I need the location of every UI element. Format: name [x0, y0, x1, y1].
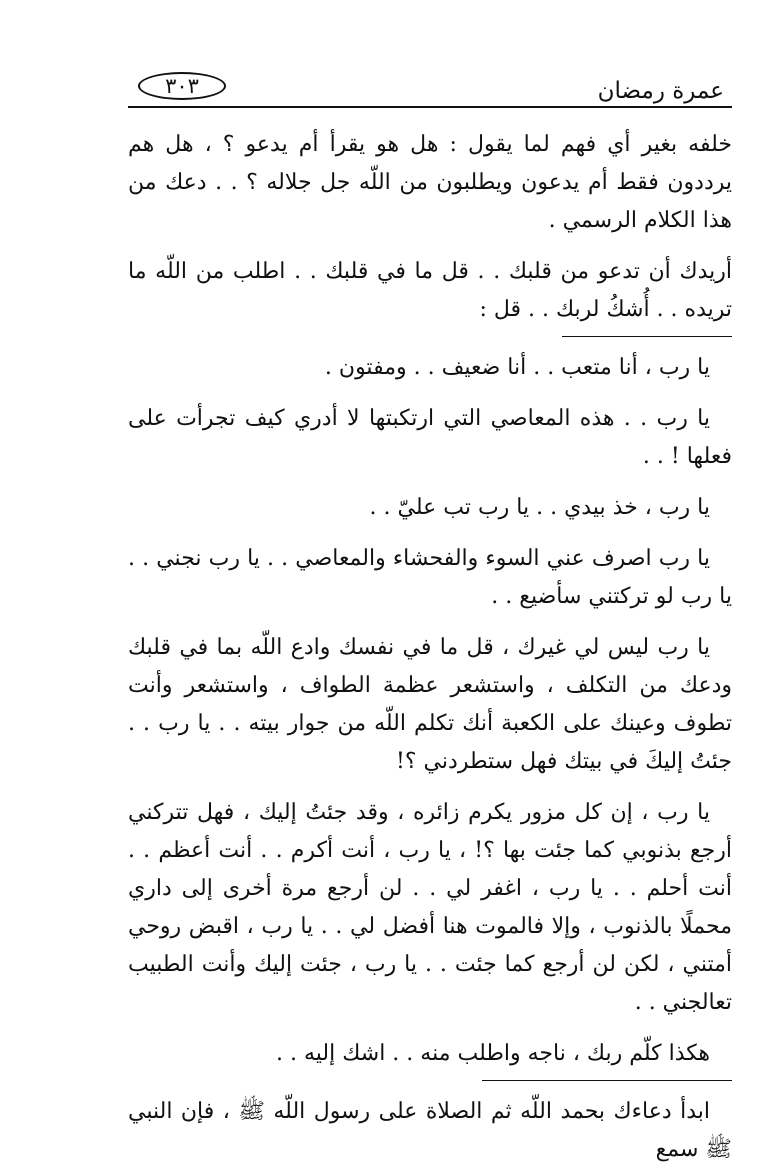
paragraph-9: هكذا كلّم ربك ، ناجه واطلب منه . . اشك إليه . . — [276, 1041, 710, 1066]
page-number: ٣٠٣ — [138, 72, 226, 100]
paragraph-3: يا رب ، أنا متعب . . أنا ضعيف . . ومفتون . — [324, 355, 710, 380]
underline-rule-2 — [482, 1080, 732, 1081]
running-head-title: عمرة رمضان — [597, 78, 724, 104]
paragraph-4: يا رب . . هذه المعاصي التي ارتكبتها لا أدري كيف تجرأت على فعلها ! . . — [128, 406, 732, 469]
paragraph-1: خلفه بغير أي فهم لما يقول : هل هو يقرأ أم يدعو ؟ ، هل هم يرددون فقط أم يدعون ويطلبون من اللّه جل جلاله ؟ . . دعك من هذا الكلام الرسمي . — [128, 132, 732, 233]
page-header — [128, 62, 732, 108]
page-body — [128, 126, 732, 1169]
paragraph-8: يا رب ، إن كل مزور يكرم زائره ، وقد جئتُ إليك ، فهل تتركني أرجع بذنوبي كما جئت بها ؟! ، يا رب ، أنت أكرم . . أنت أعظم . . أنت أحلم . . يا رب ، اغفر لي . . لن أرجع مرة أخرى إلى داري محملًا بالذنوب ، وإلا فالموت هنا أفضل لي . . يا رب ، اقبض روحي أمتني ، لكن لن أرجع كما جئت . . يا رب ، جئت إليك وأنت الطبيب تعالجني . . — [128, 800, 732, 1015]
paragraph-2: أريدك أن تدعو من قلبك . . قل ما في قلبك . . اطلب من اللّه ما تريده . . أُشكُ لربك . . قل : — [128, 259, 732, 322]
paragraph-6: يا رب اصرف عني السوء والفحشاء والمعاصي . . يا رب نجني . . يا رب لو تركتني سأضيع . . — [128, 546, 732, 609]
header-rule — [128, 106, 732, 108]
underline-rule-1 — [562, 336, 732, 337]
paragraph-5: يا رب ، خذ بيدي . . يا رب تب عليّ . . — [369, 495, 710, 520]
paragraph-7: يا رب ليس لي غيرك ، قل ما في نفسك وادع اللّه بما في قلبك ودعك من التكلف ، واستشعر عظمة الطواف ، واستشعر وأنت تطوف وعينك على الكعبة أنك تكلم اللّه من جوار بيته . . يا رب . . جئتُ إليكَ في بيتك فهل ستطردني ؟! — [128, 635, 732, 774]
paragraph-10: ابدأ دعاءك بحمد اللّه ثم الصلاة على رسول اللّه ﷺ ، فإن النبي ﷺ سمع — [128, 1099, 732, 1162]
